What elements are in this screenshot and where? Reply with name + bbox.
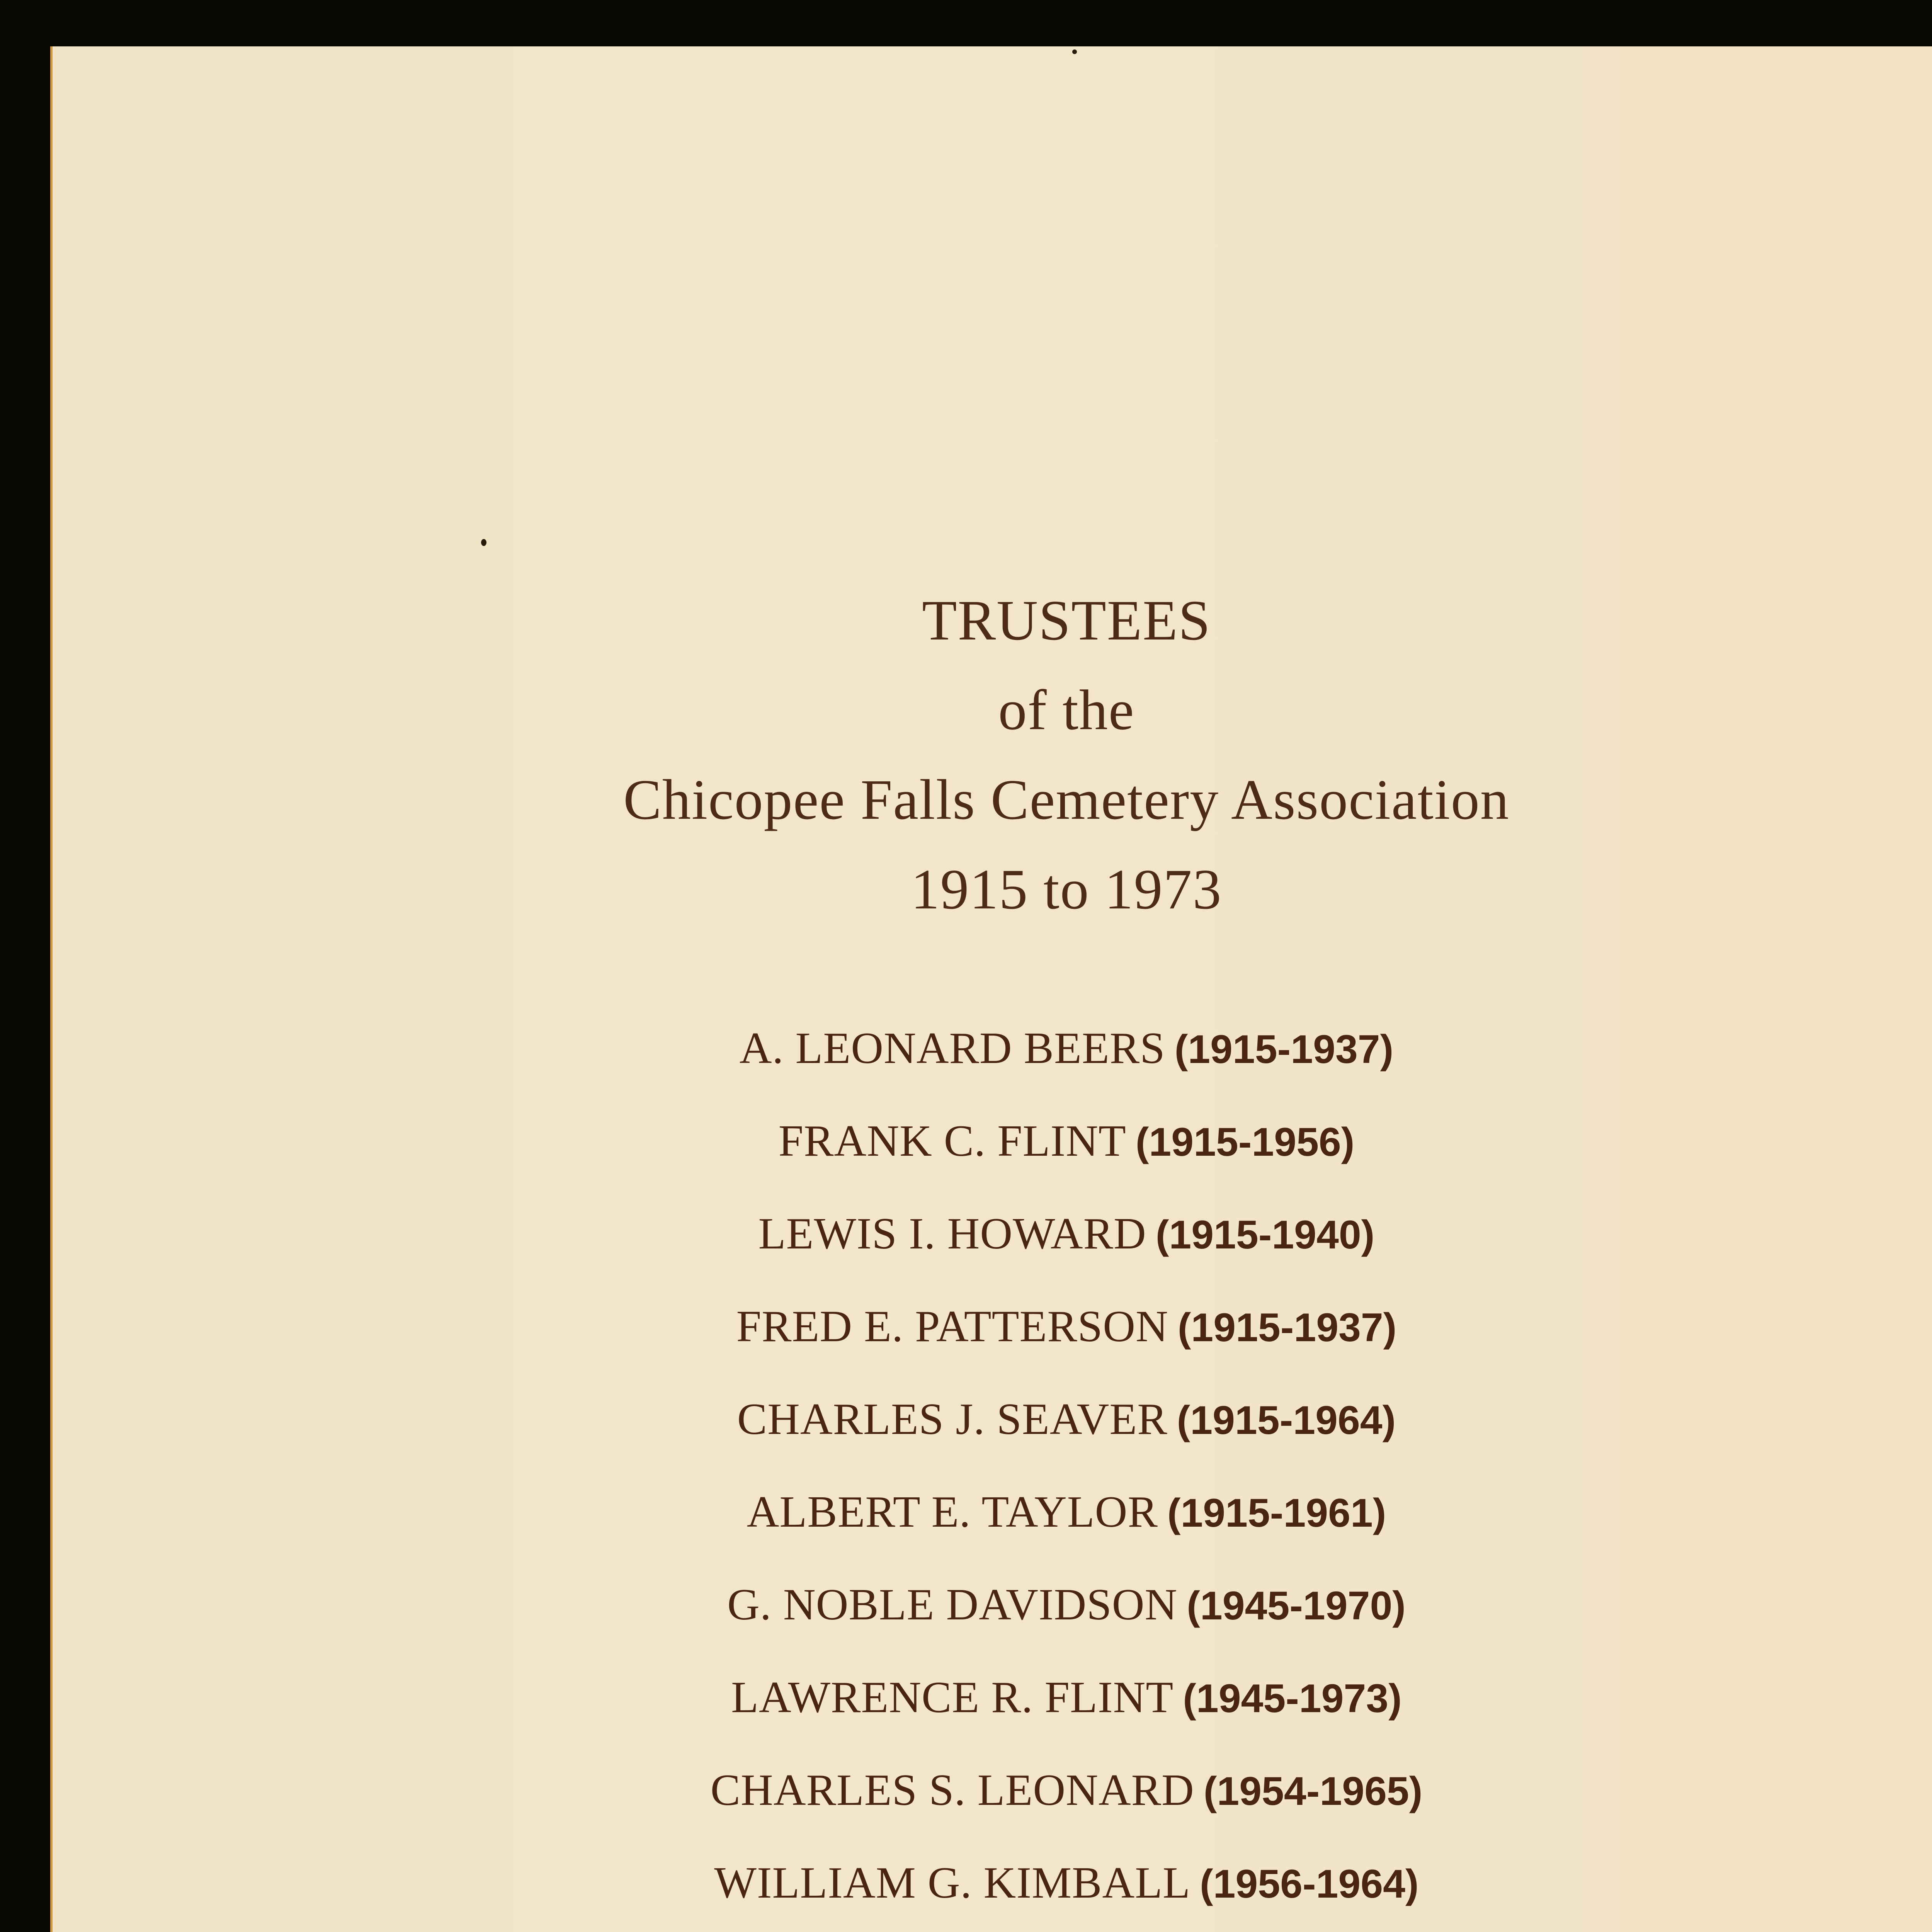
trustee-entry — [50, 1002, 1932, 1095]
trustee-name: ALBERT E. TAYLOR — [747, 1487, 1158, 1537]
trustee-name: FRANK C. FLINT — [778, 1116, 1126, 1166]
trustee-name: LEWIS I. HOWARD — [758, 1209, 1146, 1259]
trustee-entry — [50, 1095, 1932, 1187]
trustee-entry — [50, 1466, 1932, 1558]
trustees-page-content — [50, 576, 1932, 1932]
trustee-name: WILLIAM G. KIMBALL — [714, 1858, 1190, 1908]
trustee-years: (1915-1956) — [1135, 1120, 1355, 1165]
trustee-name: LAWRENCE R. FLINT — [731, 1673, 1174, 1722]
trustee-years: (1945-1973) — [1183, 1676, 1402, 1721]
trustee-entry — [50, 1187, 1932, 1280]
page-heading — [50, 576, 1932, 934]
trustee-years: (1915-1940) — [1155, 1213, 1375, 1257]
trustee-name: FRED E. PATTERSON — [736, 1302, 1168, 1351]
trustee-name: A. LEONARD BEERS — [739, 1024, 1165, 1073]
heading-title: TRUSTEES — [922, 589, 1211, 652]
trustee-name: CHARLES J. SEAVER — [737, 1395, 1168, 1444]
trustee-entry — [50, 1651, 1932, 1744]
trustee-years: (1954-1965) — [1203, 1769, 1423, 1814]
trustee-entry — [50, 1280, 1932, 1373]
trustee-entry — [50, 1373, 1932, 1466]
scan-speck — [1072, 49, 1077, 54]
trustee-name: CHARLES S. LEONARD — [710, 1765, 1194, 1815]
trustee-entry — [50, 1837, 1932, 1929]
trustee-years: (1915-1937) — [1177, 1305, 1397, 1350]
trustee-entry — [50, 1744, 1932, 1837]
trustee-list — [50, 1002, 1932, 1932]
trustee-name: G. NOBLE DAVIDSON — [727, 1580, 1178, 1629]
trustee-entry — [50, 1558, 1932, 1651]
trustee-years: (1956-1964) — [1199, 1862, 1419, 1906]
trustee-years: (1915-1961) — [1167, 1491, 1386, 1536]
trustee-entry — [50, 1929, 1932, 1932]
scan-speck — [481, 539, 486, 546]
trustee-years: (1915-1964) — [1177, 1398, 1396, 1443]
heading-of-the: of the — [998, 679, 1135, 742]
trustee-years: (1915-1937) — [1174, 1027, 1394, 1072]
heading-date-range: 1915 to 1973 — [911, 858, 1222, 921]
heading-association-name: Chicopee Falls Cemetery Association — [623, 768, 1510, 832]
trustee-years: (1945-1970) — [1187, 1583, 1406, 1628]
